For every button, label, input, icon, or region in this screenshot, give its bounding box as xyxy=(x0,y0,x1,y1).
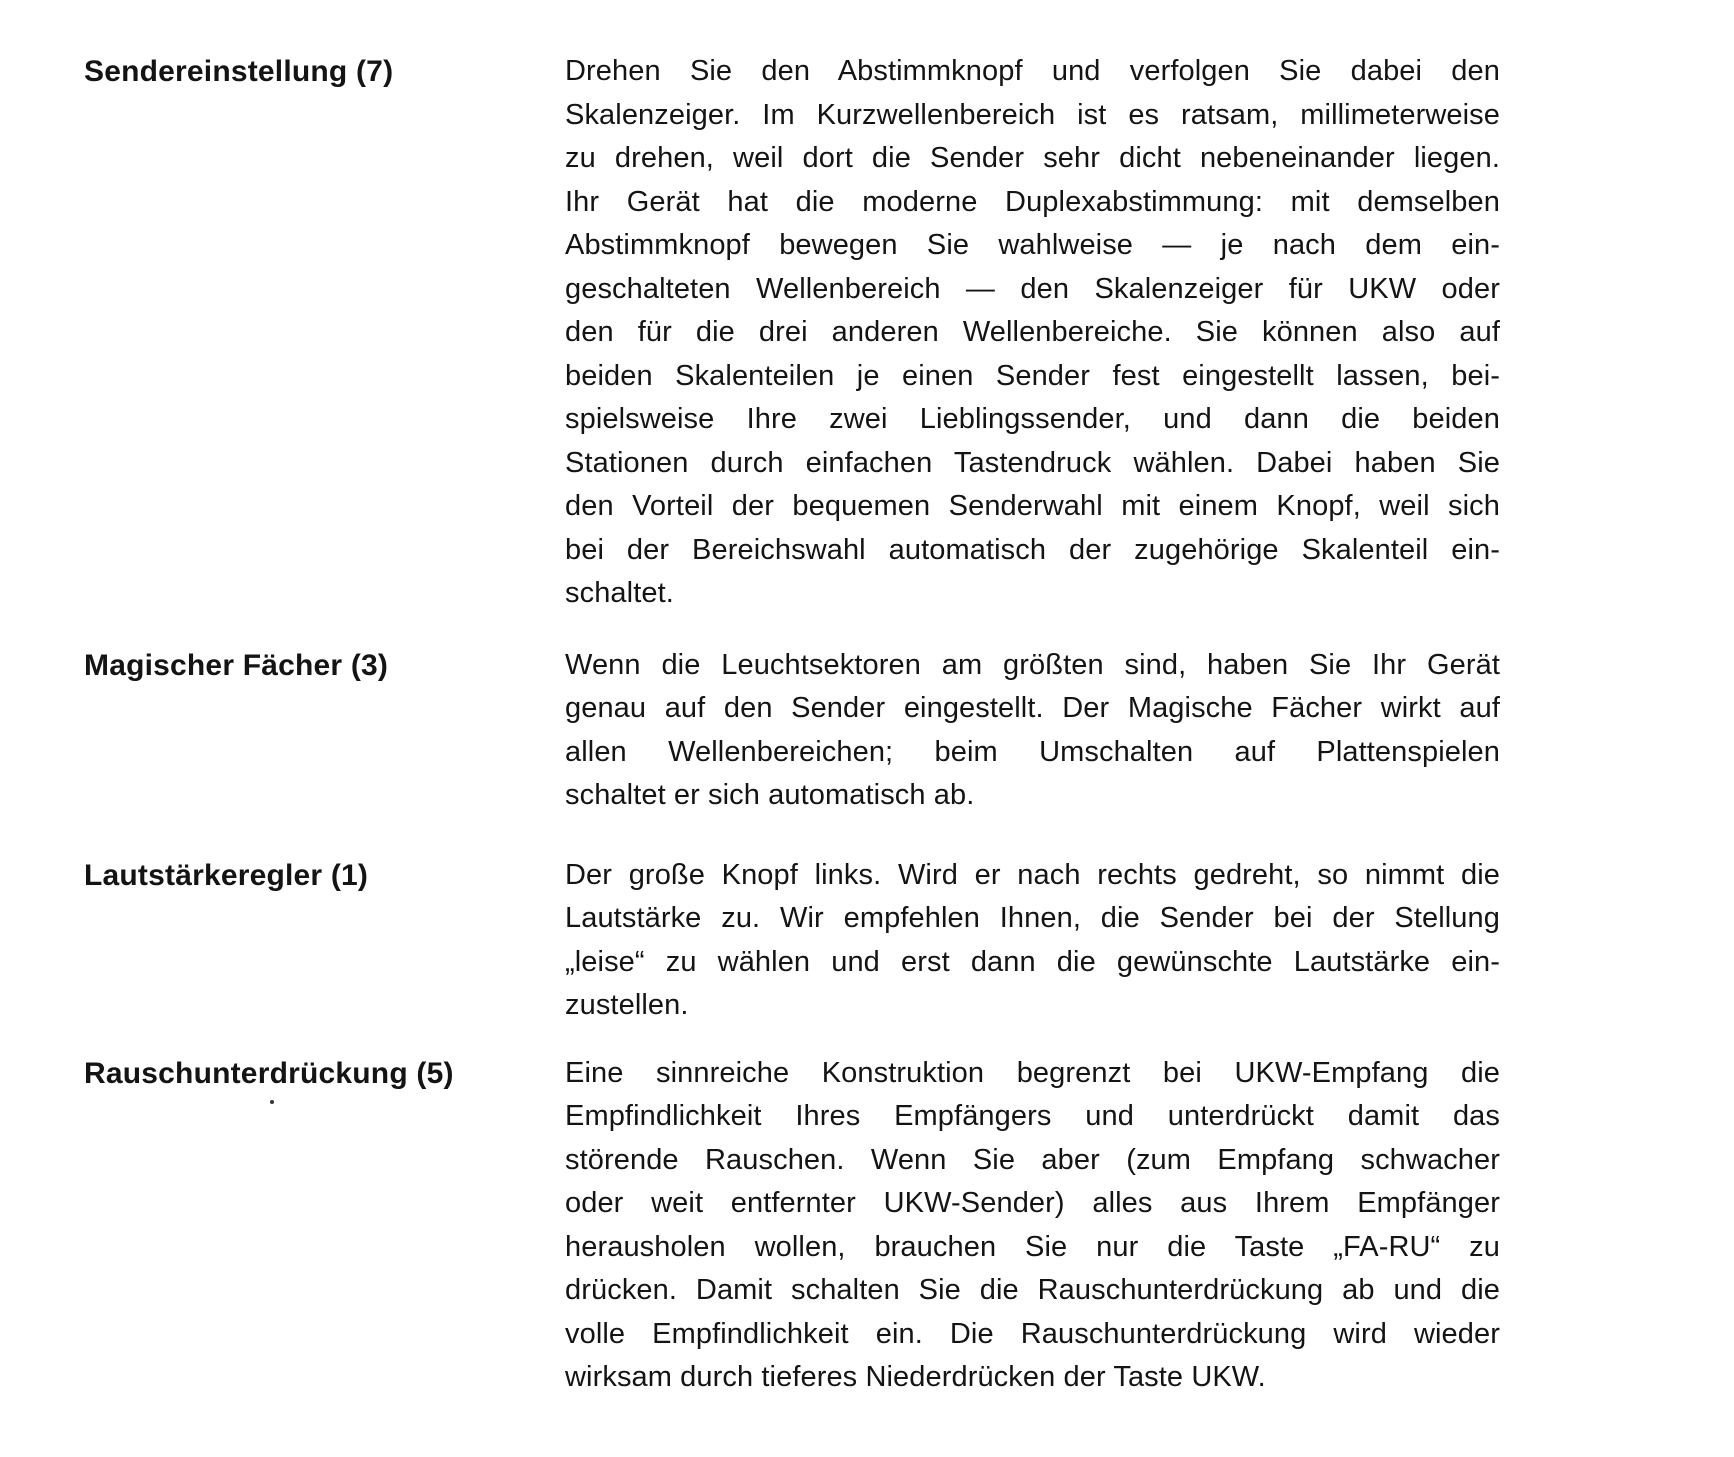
body-line: geschalteten Wellenbereich — den Skalenzeiger für UKW oder xyxy=(565,272,1500,305)
section-heading-rauschunterdrueckung: Rauschunterdrückung (5) xyxy=(84,1056,454,1090)
body-line: den Vorteil der bequemen Senderwahl mit einem Knopf, weil sich xyxy=(565,490,1500,522)
body-line: bei der Bereichswahl automatisch der zugehörige Skalenteil ein- xyxy=(565,533,1500,566)
body-line: oder weit entfernter UKW-Sender) alles aus Ihrem Empfänger xyxy=(565,1187,1500,1219)
body-line: den für die drei anderen Wellenbereiche. Sie können also auf xyxy=(565,316,1500,348)
body-line: störende Rauschen. Wenn Sie aber (zum Empfang schwacher xyxy=(565,1143,1500,1176)
body-line: beiden Skalenteilen je einen Sender fest eingestellt lassen, bei- xyxy=(565,359,1500,392)
section-heading-sendereinstellung: Sendereinstellung (7) xyxy=(84,55,394,88)
body-line: Der große Knopf links. Wird er nach rechts gedreht, so nimmt die xyxy=(565,858,1500,891)
body-line: volle Empfindlichkeit ein. Die Rauschunterdrückung wird wieder xyxy=(565,1317,1500,1350)
body-line: zustellen. xyxy=(565,989,689,1021)
body-line: herausholen wollen, brauchen Sie nur die Taste „FA-RU“ zu xyxy=(565,1230,1500,1263)
section-heading-lautstaerkeregler: Lautstärkeregler (1) xyxy=(84,858,369,892)
body-line: Drehen Sie den Abstimmknopf und verfolgen Sie dabei den xyxy=(565,55,1500,87)
body-line: wirksam durch tieferes Niederdrücken der Taste UKW. xyxy=(565,1361,1266,1393)
section-rauschunterdrueckung xyxy=(84,1052,1734,1400)
section-sendereinstellung xyxy=(84,50,1734,616)
body-line: schaltet. xyxy=(565,577,674,609)
body-line: „leise“ zu wählen und erst dann die gewünschte Lautstärke ein- xyxy=(565,945,1500,978)
body-line: allen Wellenbereichen; beim Umschalten auf Plattenspielen xyxy=(565,735,1500,768)
body-line: zu drehen, weil dort die Sender sehr dicht nebeneinander liegen. xyxy=(565,142,1500,174)
section-body-lautstaerkeregler xyxy=(565,854,1500,1028)
body-line: Stationen durch einfachen Tastendruck wählen. Dabei haben Sie xyxy=(565,446,1500,479)
section-magischer-faecher xyxy=(84,644,1734,818)
body-line: spielsweise Ihre zwei Lieblingssender, und dann die beiden xyxy=(565,403,1500,435)
body-line: Abstimmknopf bewegen Sie wahlweise — je nach dem ein- xyxy=(565,229,1500,261)
section-lautstaerkeregler xyxy=(84,854,1734,1028)
scan-artifact-dot xyxy=(270,1100,274,1104)
body-line: Ihr Gerät hat die moderne Duplexabstimmung: mit demselben xyxy=(565,185,1500,218)
section-body-magischer-faecher xyxy=(565,644,1500,818)
body-line: Skalenzeiger. Im Kurzwellenbereich ist es ratsam, millimeterweise xyxy=(565,98,1500,131)
section-heading-magischer-faecher: Magischer Fächer (3) xyxy=(84,648,389,682)
section-body-rauschunterdrueckung xyxy=(565,1052,1500,1400)
body-line: Wenn die Leuchtsektoren am größten sind, haben Sie Ihr Gerät xyxy=(565,648,1500,681)
body-line: genau auf den Sender eingestellt. Der Magische Fächer wirkt auf xyxy=(565,692,1500,724)
body-line: Eine sinnreiche Konstruktion begrenzt bei UKW-Empfang die xyxy=(565,1056,1500,1089)
body-line: Lautstärke zu. Wir empfehlen Ihnen, die Sender bei der Stellung xyxy=(565,902,1500,934)
section-body-sendereinstellung xyxy=(565,50,1500,616)
body-line: drücken. Damit schalten Sie die Rauschunterdrückung ab und die xyxy=(565,1274,1500,1306)
body-line: schaltet er sich automatisch ab. xyxy=(565,779,975,811)
body-line: Empfindlichkeit Ihres Empfängers und unterdrückt damit das xyxy=(565,1100,1500,1132)
